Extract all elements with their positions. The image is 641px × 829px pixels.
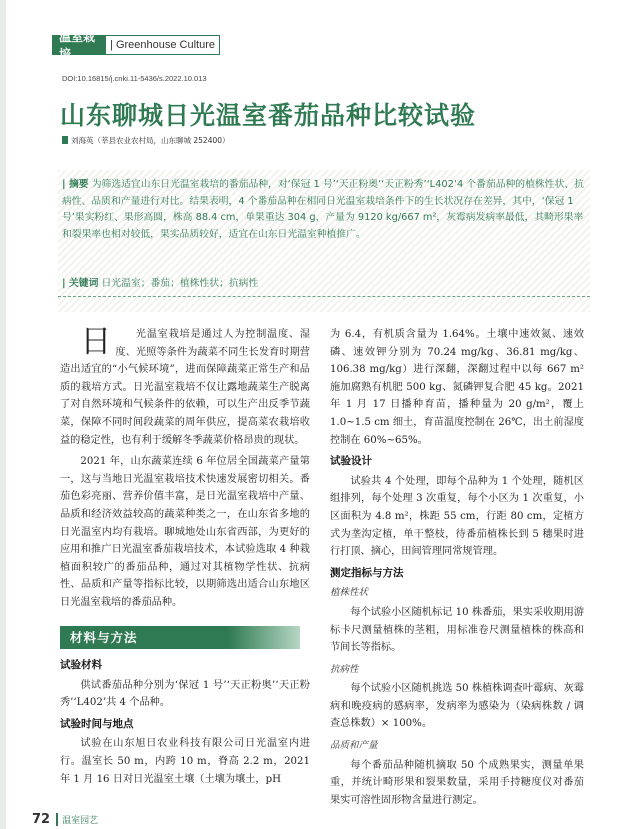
keywords: [62, 275, 584, 289]
section-heading-methods: 材料与方法: [60, 626, 300, 650]
right-column: [330, 326, 584, 813]
time-place-paragraph: 试验在山东旭日农业科技有限公司日光温室内进行。温室长 50 m，内跨 10 m，脊高 2.2 m，2021 年 1 月 16 日对日光温室土壤（土壤为壤土，pH: [60, 738, 310, 785]
author-marker-icon: [62, 136, 68, 144]
column-tag-cn: 温室栽培: [53, 36, 106, 54]
column-tag: [52, 30, 220, 61]
doi[interactable]: DOI:10.16815/j.cnki.11-5436/s.2022.10.013: [62, 74, 207, 83]
keywords-divider: [58, 296, 590, 297]
column-tag-en: | Greenhouse Culture: [106, 36, 219, 54]
abstract-text: 为筛选适宜山东日光温室栽培的番茄品种，对‘保冠 1 号’‘天正粉奥’‘天正粉秀’‘L402’4 个番茄品种的植株性状、抗病性、品质和产量进行对比。结果表明，4 个番茄品种在相同日光温室栽培条件下的生长状况存在差异，其中，‘保冠 1 号’果实粉红、果形高圆，株高 88.4 cm，单果重达 304 g，产量为 9120 kg/667 m²，灰霉病发病率最低，其畸形果率和裂果率也相对较低，果实品质较好，适宜在山东日光温室种植推广。: [62, 179, 584, 240]
design-paragraph: 试验共 4 个处理，即每个品种为 1 个处理，随机区组排列，每个处理 3 次重复，每个小区为 1 次重复，小区面积为 4.8 m²，株距 55 cm，行距 80 cm，定植方式为垄沟定植，单干整枝，待番茄植株长到 5 穗果时进行打顶、摘心，田间管理同常规管理。: [330, 475, 584, 558]
quality-yield-paragraph: 每个番茄品种随机摘取 50 个成熟果实，测量单果重，并统计畸形果和裂果数量，采用手持糖度仪对番茄果实可溶性固形物含量进行测定。: [330, 759, 584, 806]
abstract-label: | 摘要: [62, 179, 89, 190]
materials-paragraph: 供试番茄品种分别为‘保冠 1 号’‘天正粉奥’‘天正粉秀’‘L402’共 4 个品种。: [60, 679, 310, 709]
page-edge-strip: [0, 0, 6, 829]
intro-paragraph-1: [60, 326, 310, 449]
authors: [62, 135, 230, 146]
subheading-time-place: 试验时间与地点: [60, 717, 134, 730]
disease-paragraph: 每个试验小区随机挑选 50 株植株调查叶霉病、灰霉病和晚疫病的感病率，发病率为感染为（染病株数 / 调查总株数）× 100%。: [330, 683, 584, 730]
intro-paragraph-2: 2021 年，山东蔬菜连续 6 年位居全国蔬菜产量第一，这与当地日光温室栽培技术快速发展密切相关。番茄色彩亮丽、营养价值丰富，是日光温室栽培中产量、品质和经济效益较高的蔬菜种类之一，在山东省多地的日光温室内均有栽培。聊城地处山东省西部，为更好的应用和推广日光温室番茄栽培技术，本试验选取 4 种栽植面积较广的番茄品种，通过对其植物学性状、抗病性、品质和产量等指标比较，以期筛选出适合山东地区日光温室栽培的番茄品种。: [60, 456, 310, 608]
page-footer: [32, 812, 98, 827]
subheading-materials: 试验材料: [60, 659, 102, 672]
keywords-label: | 关键词: [62, 278, 98, 289]
article-title: 山东聊城日光温室番茄品种比较试验: [60, 101, 477, 130]
subheading-design: 试验设计: [330, 455, 372, 468]
plant-traits-paragraph: 每个试验小区随机标记 10 株番茄，果实采收期用游标卡尺测量植株的茎粗，用标准卷尺测量植株的株高和节间长等指标。: [330, 606, 584, 654]
minor-heading-plant-traits: 植株性状: [330, 587, 369, 599]
magazine-name: 温室园艺: [56, 813, 98, 826]
subheading-indicators: 测定指标与方法: [330, 566, 404, 579]
intro-paragraph-1-text: 光温室栽培是通过人为控制温度、湿度、光照等条件为蔬菜不同生长发育时期营造出适宜的“小气候环境”，进而保障蔬菜正常生产和品质的栽培方式。日光温室栽培不仅让露地蔬菜生产脱离了对自然环境和气候条件的依赖，可以生产出反季节蔬菜，保障不同时间段蔬菜的周年供应，提高菜农栽培收益的稳定性，也有利于缓解冬季蔬菜价格昂贵的现状。: [60, 329, 310, 446]
soil-paragraph: 为 6.4，有机质含量为 1.64%。土壤中速效氮、速效磷、速效钾分别为 70.24 mg/kg、36.81 mg/kg、106.38 mg/kg）进行深翻，深翻过程中以每 667 m² 施加腐熟有机肥 500 kg、氮磷钾复合肥 45 kg。2021 年 1 月 17 日播种育苗，播种量为 20 g/m²，覆上 1.0~1.5 cm 细土，育苗温度控制在 26℃，出土前湿度控制在 60%~65%。: [330, 329, 584, 446]
page-number: 72: [32, 812, 51, 827]
abstract: [62, 177, 584, 243]
keywords-text: 日光温室；番茄；植株性状；抗病性: [101, 278, 259, 289]
minor-heading-disease: 抗病性: [330, 663, 359, 675]
minor-heading-quality-yield: 品质和产量: [330, 740, 378, 752]
drop-cap: 日: [80, 324, 112, 360]
author-text: 刘海英（莘县农业农村局，山东聊城 252400）: [71, 136, 230, 145]
left-column: [60, 326, 310, 792]
